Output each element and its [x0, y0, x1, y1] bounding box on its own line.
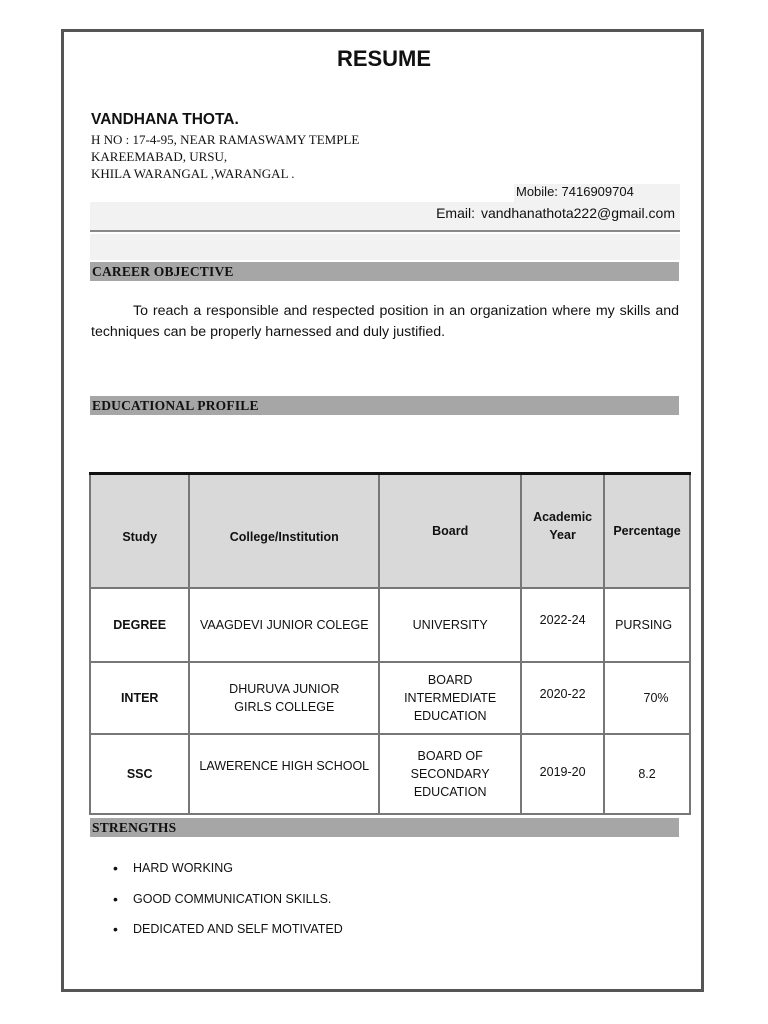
header-academic-year: Academic Year: [521, 474, 604, 589]
address-line-2: KAREEMABAD, URSU,: [91, 149, 228, 164]
cell-board: UNIVERSITY: [379, 588, 521, 662]
cell-year: 2020-22: [521, 662, 604, 734]
resume-title: RESUME: [336, 46, 432, 71]
table-row: [90, 734, 690, 814]
cell-college: LAWERENCE HIGH SCHOOL: [189, 734, 379, 814]
cell-study: DEGREE: [90, 588, 189, 662]
career-objective-heading: [90, 262, 679, 281]
header-percentage: Percentage: [604, 474, 690, 589]
cell-college: DHURUVA JUNIOR GIRLS COLLEGE: [189, 662, 379, 734]
address-line-3: KHILA WARANGAL ,WARANGAL .: [91, 166, 295, 181]
strengths-heading-text: STRENGTHS: [92, 820, 177, 835]
blank-shaded-row: [90, 234, 680, 260]
mobile-number: Mobile: 7416909704: [516, 184, 634, 199]
cell-college: VAAGDEVI JUNIOR COLEGE: [189, 588, 379, 662]
email-line: [436, 205, 675, 221]
career-objective-heading-text: CAREER OBJECTIVE: [92, 264, 234, 279]
education-table-header: [90, 474, 690, 589]
education-table: [89, 472, 691, 815]
cell-study: SSC: [90, 734, 189, 814]
applicant-name: VANDHANA THOTA.: [91, 111, 239, 128]
strengths-list: [91, 858, 343, 950]
header-college: College/Institution: [189, 474, 379, 589]
list-item: • DEDICATED AND SELF MOTIVATED: [91, 919, 343, 950]
list-item: • HARD WORKING: [91, 858, 343, 889]
cell-study: INTER: [90, 662, 189, 734]
list-item: • GOOD COMMUNICATION SKILLS.: [91, 889, 343, 920]
cell-year: 2019-20: [521, 734, 604, 814]
career-objective-text: To reach a responsible and respected position in an organization where my skills and techniques can be properly harnessed and duly justified.: [91, 303, 679, 340]
strengths-heading: [90, 818, 679, 837]
cell-percentage: 8.2: [604, 734, 690, 814]
cell-board: BOARD OF SECONDARY EDUCATION: [379, 734, 521, 814]
address-line-1: H NO : 17-4-95, NEAR RAMASWAMY TEMPLE: [91, 132, 360, 147]
cell-year: 2022-24: [521, 588, 604, 662]
email-address: vandhanathota222@gmail.com: [480, 205, 675, 221]
table-row: [90, 588, 690, 662]
table-row: [90, 662, 690, 734]
header-study: Study: [90, 474, 189, 589]
cell-percentage: 70%: [604, 662, 690, 734]
email-label: Email:: [436, 205, 475, 221]
cell-board: BOARD INTERMEDIATE EDUCATION: [379, 662, 521, 734]
educational-profile-heading: [90, 396, 679, 415]
header-board: Board: [379, 474, 521, 589]
educational-profile-heading-text: EDUCATIONAL PROFILE: [92, 398, 259, 413]
cell-percentage: PURSING: [604, 588, 690, 662]
